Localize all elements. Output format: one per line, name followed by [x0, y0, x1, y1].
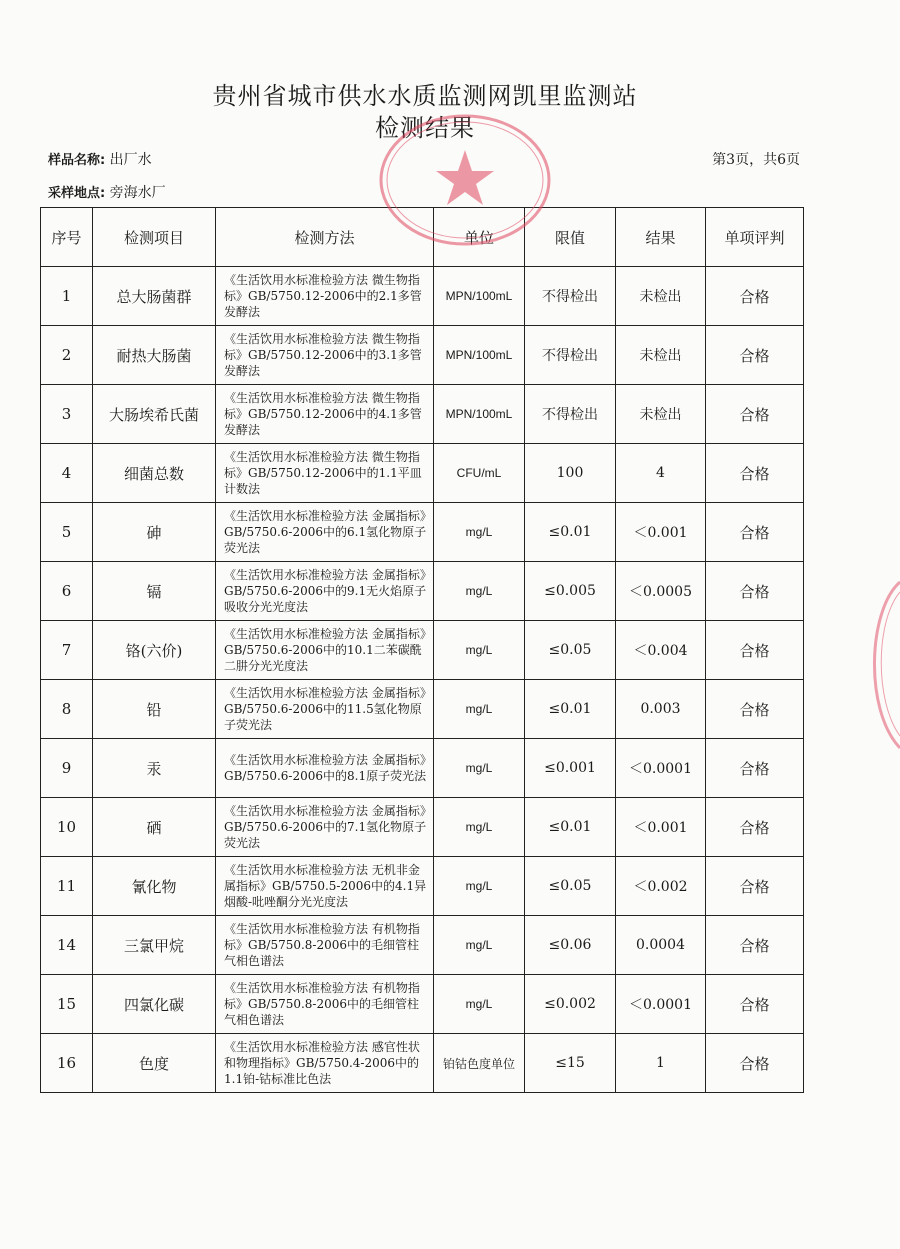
sample-name-label: 样品名称:: [48, 153, 106, 168]
cell-method: 《生活饮用水标准检验方法 金属指标》GB/5750.6-2006中的11.5氢化物原子荧光法: [216, 680, 434, 739]
sample-name: [48, 149, 152, 169]
cell-row-no: 4: [41, 444, 93, 503]
cell-result: ＜0.0005: [616, 562, 706, 621]
table-header-row: [41, 208, 804, 267]
cell-method: 《生活饮用水标准检验方法 微生物指标》GB/5750.12-2006中的4.1多管发酵法: [216, 385, 434, 444]
cell-limit: 100: [525, 444, 616, 503]
cell-method: 《生活饮用水标准检验方法 金属指标》GB/5750.6-2006中的6.1氢化物原子荧光法: [216, 503, 434, 562]
sample-name-value: 出厂水: [109, 152, 152, 168]
cell-unit: mg/L: [434, 680, 525, 739]
cell-method: 《生活饮用水标准检验方法 微生物指标》GB/5750.12-2006中的1.1平皿计数法: [216, 444, 434, 503]
cell-limit: 不得检出: [525, 267, 616, 326]
cell-row-no: 5: [41, 503, 93, 562]
cell-limit: ≤0.05: [525, 857, 616, 916]
table-row: [41, 621, 804, 680]
table-row: [41, 444, 804, 503]
cell-result: 未检出: [616, 326, 706, 385]
table-row: [41, 326, 804, 385]
cell-verdict: 合格: [706, 562, 804, 621]
cell-verdict: 合格: [706, 503, 804, 562]
cell-row-no: 3: [41, 385, 93, 444]
cell-limit: ≤0.005: [525, 562, 616, 621]
cell-method: 《生活饮用水标准检验方法 微生物指标》GB/5750.12-2006中的3.1多管发酵法: [216, 326, 434, 385]
table-row: [41, 739, 804, 798]
table-row: [41, 680, 804, 739]
cell-unit: mg/L: [434, 798, 525, 857]
table-row: [41, 385, 804, 444]
table-row: [41, 798, 804, 857]
cell-limit: ≤0.01: [525, 798, 616, 857]
cell-row-no: 2: [41, 326, 93, 385]
cell-item-name: 总大肠菌群: [93, 267, 216, 326]
cell-unit: MPN/100mL: [434, 326, 525, 385]
sampling-site-label: 采样地点:: [48, 186, 106, 201]
cell-method: 《生活饮用水标准检验方法 无机非金属指标》GB/5750.5-2006中的4.1异烟酸-吡唑酮分光光度法: [216, 857, 434, 916]
cell-item-name: 铅: [93, 680, 216, 739]
cell-method: 《生活饮用水标准检验方法 金属指标》GB/5750.6-2006中的8.1原子荧光法: [216, 739, 434, 798]
cell-verdict: 合格: [706, 798, 804, 857]
seam-seal-fragment: [860, 580, 900, 750]
cell-row-no: 1: [41, 267, 93, 326]
cell-verdict: 合格: [706, 975, 804, 1034]
cell-row-no: 9: [41, 739, 93, 798]
table-row: [41, 503, 804, 562]
cell-verdict: 合格: [706, 444, 804, 503]
col-header-result: 结果: [616, 208, 706, 267]
cell-result: 未检出: [616, 267, 706, 326]
cell-method: 《生活饮用水标准检验方法 金属指标》GB/5750.6-2006中的9.1无火焰原子吸收分光光度法: [216, 562, 434, 621]
cell-item-name: 硒: [93, 798, 216, 857]
cell-verdict: 合格: [706, 680, 804, 739]
cell-result: ＜0.001: [616, 503, 706, 562]
cell-row-no: 10: [41, 798, 93, 857]
cell-result: ＜0.002: [616, 857, 706, 916]
col-header-limit: 限值: [525, 208, 616, 267]
col-header-unit: 单位: [434, 208, 525, 267]
cell-limit: ≤0.001: [525, 739, 616, 798]
cell-limit: ≤0.05: [525, 621, 616, 680]
cell-verdict: 合格: [706, 326, 804, 385]
cell-result: 4: [616, 444, 706, 503]
cell-item-name: 镉: [93, 562, 216, 621]
cell-verdict: 合格: [706, 916, 804, 975]
table-row: [41, 1034, 804, 1093]
cell-method: 《生活饮用水标准检验方法 感官性状和物理指标》GB/5750.4-2006中的1.1铂-钴标准比色法: [216, 1034, 434, 1093]
cell-row-no: 11: [41, 857, 93, 916]
cell-result: ＜0.004: [616, 621, 706, 680]
cell-result: 1: [616, 1034, 706, 1093]
col-header-method: 检测方法: [216, 208, 434, 267]
report-subtitle: 检测结果: [375, 114, 475, 142]
cell-result: 0.003: [616, 680, 706, 739]
cell-item-name: 耐热大肠菌: [93, 326, 216, 385]
cell-item-name: 四氯化碳: [93, 975, 216, 1034]
results-table: [40, 207, 804, 1093]
cell-limit: ≤0.01: [525, 503, 616, 562]
col-header-verdict: 单项评判: [706, 208, 804, 267]
cell-limit: ≤0.06: [525, 916, 616, 975]
cell-item-name: 汞: [93, 739, 216, 798]
cell-limit: ≤0.002: [525, 975, 616, 1034]
cell-row-no: 14: [41, 916, 93, 975]
cell-limit: 不得检出: [525, 385, 616, 444]
cell-method: 《生活饮用水标准检验方法 金属指标》GB/5750.6-2006中的7.1氢化物原子荧光法: [216, 798, 434, 857]
cell-item-name: 大肠埃希氏菌: [93, 385, 216, 444]
cell-unit: mg/L: [434, 916, 525, 975]
cell-unit: mg/L: [434, 857, 525, 916]
cell-method: 《生活饮用水标准检验方法 有机物指标》GB/5750.8-2006中的毛细管柱气相色谱法: [216, 975, 434, 1034]
cell-unit: CFU/mL: [434, 444, 525, 503]
cell-item-name: 色度: [93, 1034, 216, 1093]
table-row: [41, 267, 804, 326]
cell-unit: MPN/100mL: [434, 385, 525, 444]
cell-result: ＜0.001: [616, 798, 706, 857]
cell-row-no: 6: [41, 562, 93, 621]
cell-verdict: 合格: [706, 739, 804, 798]
table-row: [41, 916, 804, 975]
cell-unit: mg/L: [434, 621, 525, 680]
cell-row-no: 15: [41, 975, 93, 1034]
cell-unit: mg/L: [434, 975, 525, 1034]
cell-limit: ≤0.01: [525, 680, 616, 739]
cell-row-no: 7: [41, 621, 93, 680]
cell-item-name: 砷: [93, 503, 216, 562]
cell-unit: mg/L: [434, 739, 525, 798]
table-row: [41, 562, 804, 621]
sampling-site-value: 旁海水厂: [109, 185, 166, 201]
cell-row-no: 16: [41, 1034, 93, 1093]
cell-unit: 铂钴色度单位: [434, 1034, 525, 1093]
report-title: 贵州省城市供水水质监测网凯里监测站: [212, 82, 638, 110]
cell-item-name: 细菌总数: [93, 444, 216, 503]
cell-result: 未检出: [616, 385, 706, 444]
table-row: [41, 857, 804, 916]
col-header-item: 检测项目: [93, 208, 216, 267]
cell-result: ＜0.0001: [616, 739, 706, 798]
sampling-site: [48, 182, 166, 202]
cell-verdict: 合格: [706, 385, 804, 444]
cell-verdict: 合格: [706, 857, 804, 916]
cell-limit: ≤15: [525, 1034, 616, 1093]
cell-item-name: 铬(六价): [93, 621, 216, 680]
cell-item-name: 氰化物: [93, 857, 216, 916]
cell-method: 《生活饮用水标准检验方法 有机物指标》GB/5750.8-2006中的毛细管柱气相色谱法: [216, 916, 434, 975]
cell-result: ＜0.0001: [616, 975, 706, 1034]
cell-method: 《生活饮用水标准检验方法 金属指标》GB/5750.6-2006中的10.1二苯碳酰二肼分光光度法: [216, 621, 434, 680]
cell-unit: mg/L: [434, 562, 525, 621]
cell-verdict: 合格: [706, 1034, 804, 1093]
cell-limit: 不得检出: [525, 326, 616, 385]
cell-verdict: 合格: [706, 267, 804, 326]
cell-method: 《生活饮用水标准检验方法 微生物指标》GB/5750.12-2006中的2.1多管发酵法: [216, 267, 434, 326]
page-info: 第3页，共6页: [712, 152, 800, 168]
col-header-no: 序号: [41, 208, 93, 267]
cell-verdict: 合格: [706, 621, 804, 680]
cell-unit: MPN/100mL: [434, 267, 525, 326]
table-row: [41, 975, 804, 1034]
cell-item-name: 三氯甲烷: [93, 916, 216, 975]
cell-unit: mg/L: [434, 503, 525, 562]
cell-result: 0.0004: [616, 916, 706, 975]
cell-row-no: 8: [41, 680, 93, 739]
